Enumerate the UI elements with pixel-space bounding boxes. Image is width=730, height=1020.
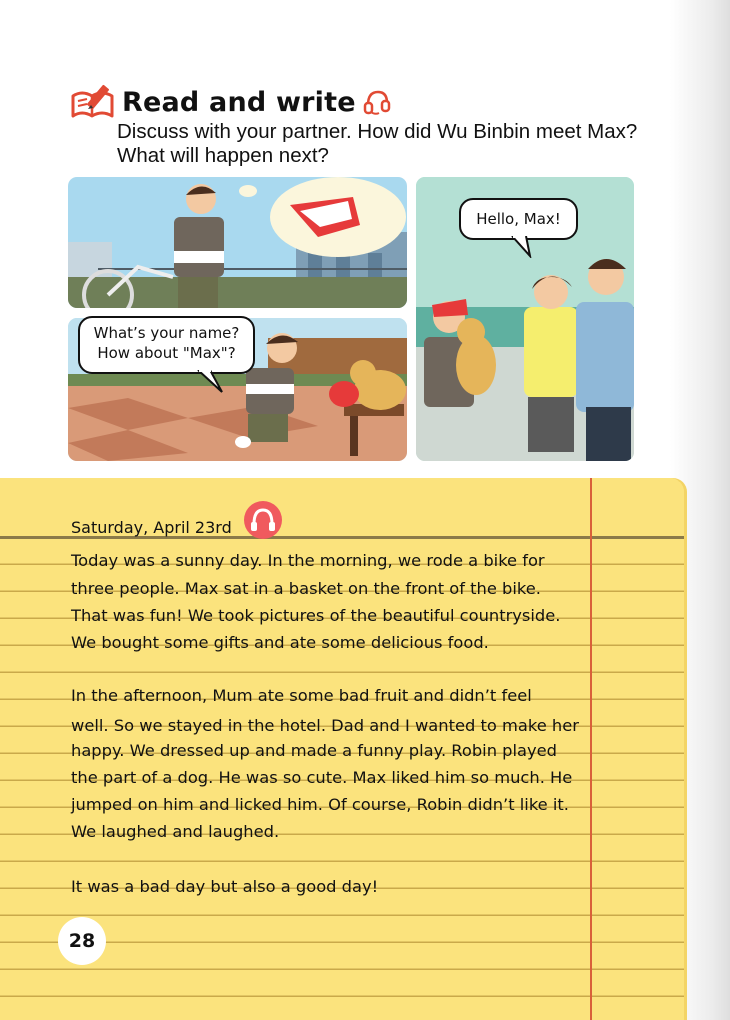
section-title: Read and write	[122, 86, 356, 118]
listen-headset-icon[interactable]	[362, 87, 392, 117]
bubble-line-2: How about "Max"?	[97, 344, 236, 362]
boy-thinking-illustration	[68, 177, 407, 308]
speech-bubble-name	[78, 316, 255, 374]
comic-panel-1	[68, 177, 407, 308]
diary-line: In the afternoon, Mum ate some bad fruit and didn’t feel	[71, 686, 532, 705]
book-pencil-icon	[70, 82, 116, 122]
diary-line: We laughed and laughed.	[71, 822, 280, 841]
diary-line: That was fun! We took pictures of the beautiful countryside.	[71, 606, 561, 625]
diary-line: Today was a sunny day. In the morning, we rode a bike for	[71, 551, 545, 570]
diary-line: three people. Max sat in a basket on the front of the bike.	[71, 579, 541, 598]
audio-play-icon[interactable]	[243, 500, 283, 540]
bubble-tail	[510, 236, 534, 258]
section-header	[70, 82, 392, 122]
bubble-tail	[196, 370, 226, 394]
discussion-instruction: Discuss with your partner. How did Wu Binbin meet Max? What will happen next?	[117, 120, 638, 167]
speech-bubble-hello: Hello, Max!	[459, 198, 578, 240]
diary-line: the part of a dog. He was so cute. Max liked him so much. He	[71, 768, 573, 787]
diary-date: Saturday, April 23rd	[71, 518, 232, 537]
diary-line: It was a bad day but also a good day!	[71, 877, 379, 896]
diary-line: We bought some gifts and ate some delicious food.	[71, 633, 489, 652]
page-number: 28	[58, 917, 106, 965]
diary-line: jumped on him and licked him. Of course, Robin didn’t like it.	[71, 795, 569, 814]
notebook-margin-line	[590, 478, 592, 1020]
diary-line: happy. We dressed up and made a funny play. Robin played	[71, 741, 558, 760]
bubble-line-1: What’s your name?	[93, 324, 240, 342]
diary-line: well. So we stayed in the hotel. Dad and I wanted to make her	[71, 716, 579, 735]
